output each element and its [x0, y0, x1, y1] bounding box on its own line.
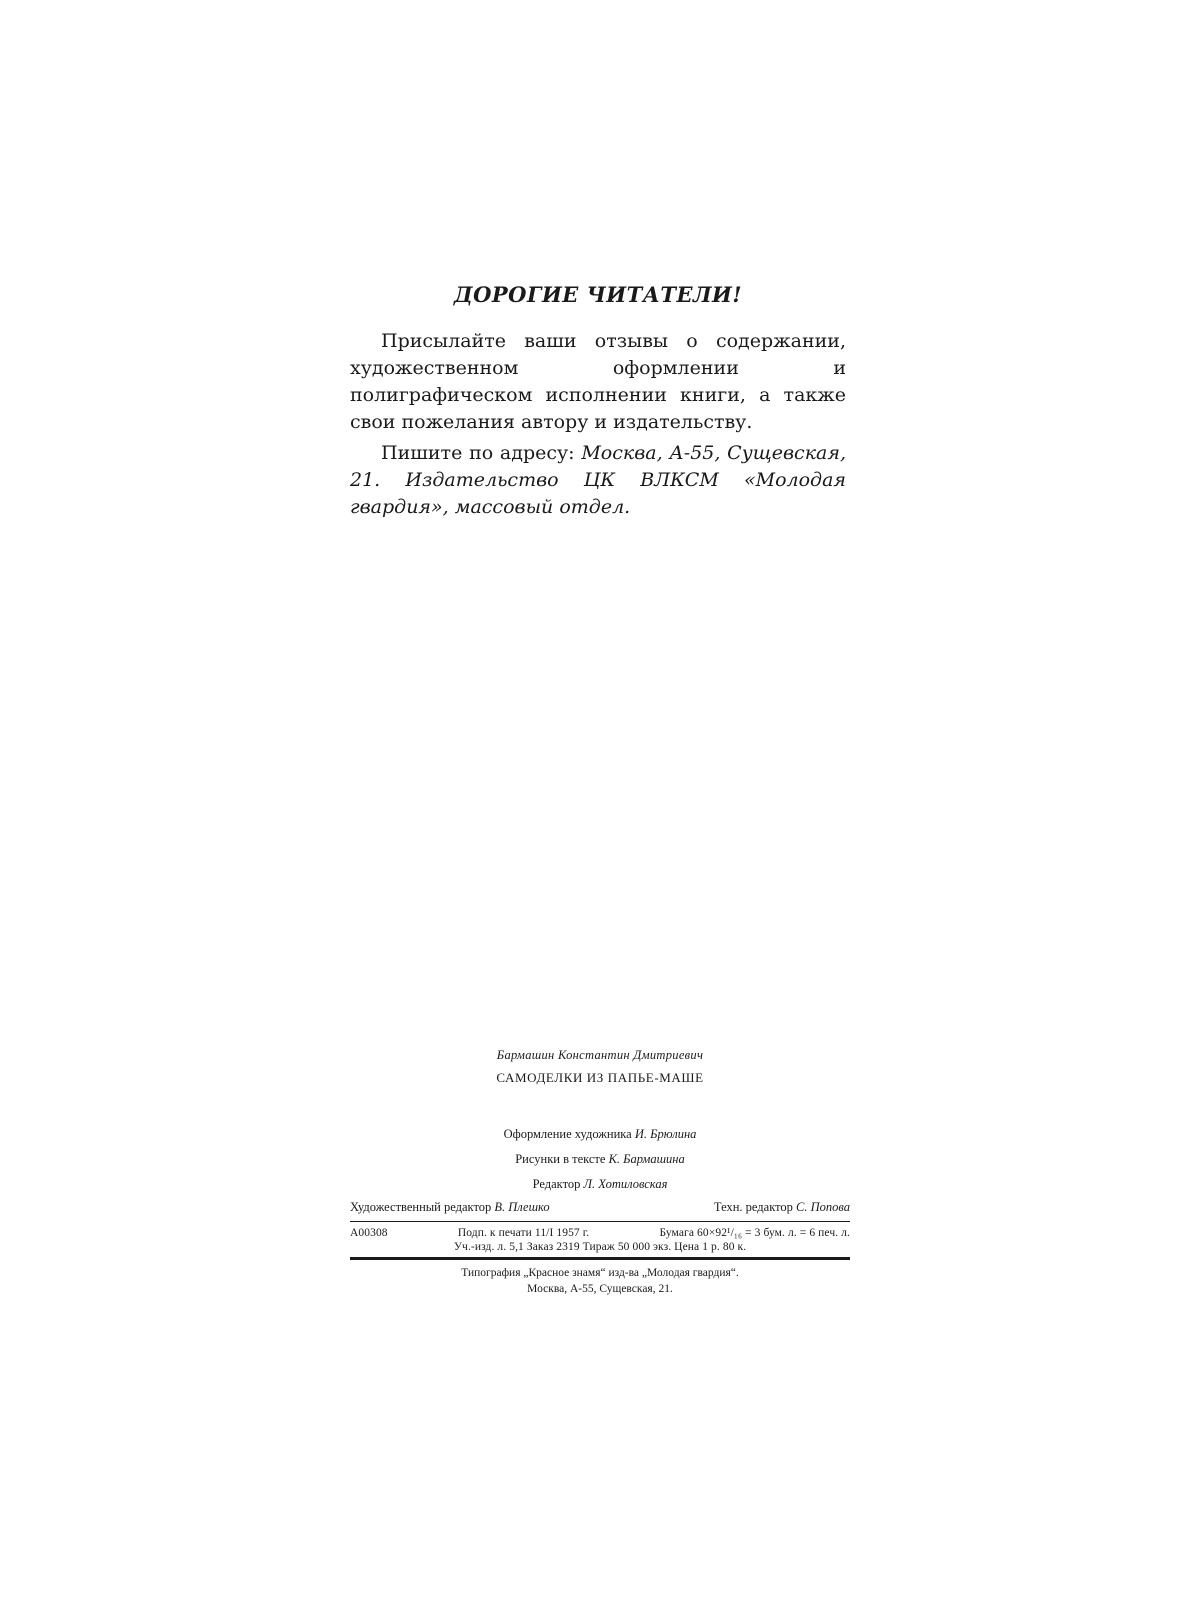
readers-appeal [350, 282, 846, 521]
art-editor-credit [350, 1200, 550, 1215]
design-credit [350, 1126, 850, 1142]
print-details-line1 [350, 1227, 850, 1239]
tech-editor-label: Техн. редактор [713, 1200, 797, 1214]
address-lead: Пишите по адресу: [381, 442, 582, 464]
design-label: Оформление художника [503, 1127, 635, 1141]
art-editor-label: Художественный редактор [350, 1200, 495, 1214]
print-details-line2: Уч.-изд. л. 5,1 Заказ 2319 Тираж 50 000 экз. Цена 1 р. 80 к. [453, 1241, 747, 1253]
illustrations-credit [350, 1151, 850, 1167]
illustrations-name: К. Бармашина [608, 1152, 685, 1166]
art-editor-name: В. Плешко [494, 1200, 550, 1214]
colophon [350, 1048, 850, 1297]
appeal-heading: ДОРОГИЕ ЧИТАТЕЛИ! [453, 282, 743, 307]
divider-thick [350, 1257, 850, 1260]
print-signed-date: Подп. к печати 11/I 1957 г. [457, 1227, 590, 1239]
tech-editor-name: С. Попова [796, 1200, 850, 1214]
author-name: Бармашин Константин Дмитриевич [496, 1048, 704, 1062]
print-code: А00308 [350, 1227, 388, 1239]
printer-address: Москва, А-55, Сущевская, 21. [527, 1283, 673, 1295]
tech-editor-credit [714, 1200, 850, 1215]
book-title: САМОДЕЛКИ ИЗ ПАПЬЕ-МАШЕ [496, 1070, 704, 1085]
editor-name: Л. Хотиловская [583, 1177, 668, 1191]
editors-row [350, 1200, 850, 1215]
editor-label: Редактор [532, 1177, 584, 1191]
appeal-paragraph-feedback: Присылайте ваши отзывы о содержании, художественном оформлении и полиграфическом исполнении книги, а также свои пожелания автору и издательству. [350, 330, 846, 433]
design-name: И. Брюлина [634, 1127, 697, 1141]
print-paper-format: Бумага 60×92¹/₁₆ = 3 бум. л. = 6 печ. л. [659, 1227, 850, 1239]
divider-thin [350, 1221, 850, 1222]
editor-credit [350, 1176, 850, 1192]
publisher-address: Москва, А-55, Сущевская, 21. Издательство ЦК ВЛКСМ «Молодая гвардия», массовый отдел. [350, 442, 846, 518]
printer-info [350, 1265, 850, 1297]
illustrations-label: Рисунки в тексте [515, 1152, 609, 1166]
appeal-paragraph-address [350, 440, 846, 521]
printer-name: Типография „Красное знамя“ изд-ва „Молодая гвардия“. [461, 1267, 739, 1279]
